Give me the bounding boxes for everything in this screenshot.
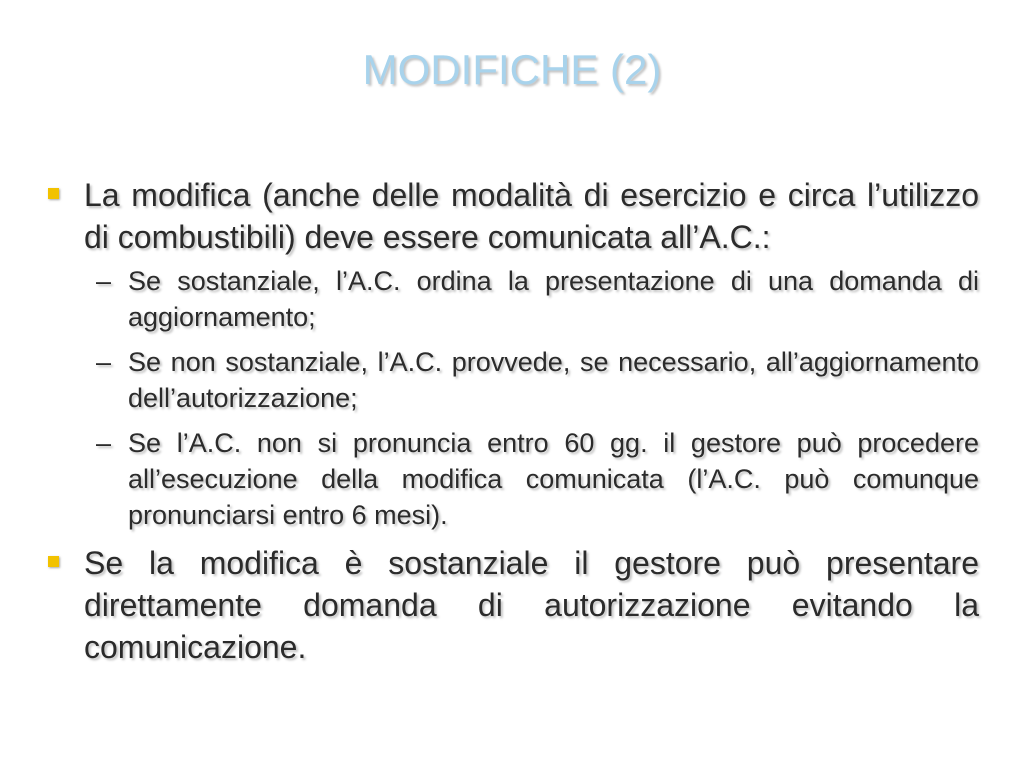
bullet-item-2 [44,542,979,668]
sub-item-3-text: Se l’A.C. non si pronuncia entro 60 gg. il gestore può procedere all’esecuzione della modifica comunicata (l’A.C. può comunque pronunciarsi entro 6 mesi). [128,428,979,530]
sub-item-3 [44,425,979,533]
dash-marker: – [96,347,112,377]
sub-item-2 [44,344,979,416]
bullet-item-2-text: Se la modifica è sostanziale il gestore può presentare direttamente domanda di autorizzazione evitando la comunicazione. [84,545,979,665]
slide-body [44,174,979,670]
bullet-item-1-text: La modifica (anche delle modalità di esercizio e circa l’utilizzo di combustibili) deve essere comunicata all’A.C.: [84,177,979,255]
square-bullet-icon [48,188,59,199]
square-bullet-icon [48,556,59,567]
dash-marker: – [96,266,112,296]
sub-list [44,263,979,533]
sub-item-2-text: Se non sostanziale, l’A.C. provvede, se necessario, all’aggiornamento dell’autorizzazione; [128,347,979,413]
sub-item-1-text: Se sostanziale, l’A.C. ordina la presentazione di una domanda di aggiornamento; [128,266,979,332]
bullet-item-1 [44,174,979,258]
dash-marker: – [96,428,112,458]
slide-title: MODIFICHE (2) [362,46,662,93]
sub-item-1 [44,263,979,335]
